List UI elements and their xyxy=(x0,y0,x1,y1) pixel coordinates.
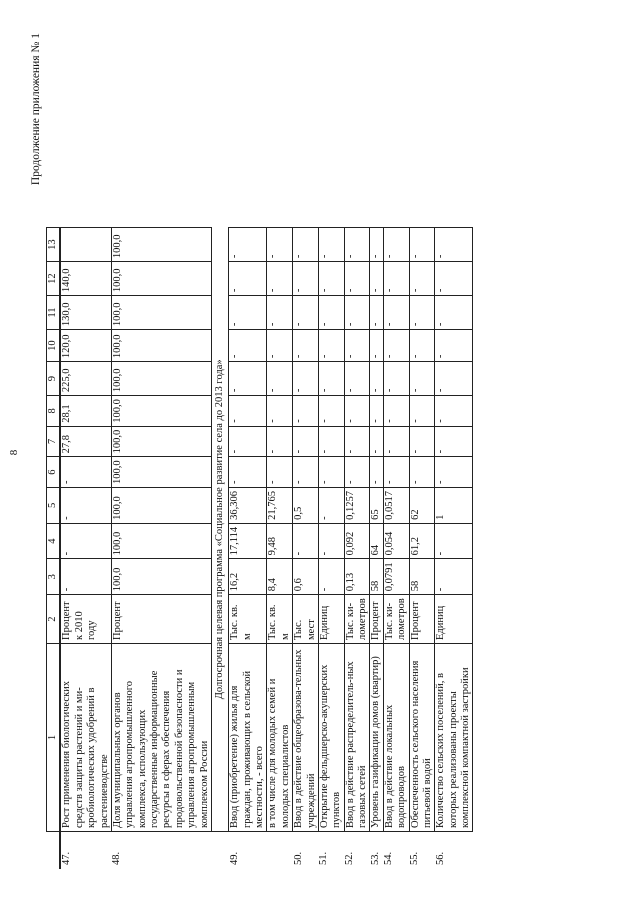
value-cell: - xyxy=(383,396,409,427)
value-cell: - xyxy=(344,228,370,262)
table-row xyxy=(409,228,435,869)
table-row xyxy=(370,228,383,869)
table-row xyxy=(318,228,344,869)
value-cell: 9,48 xyxy=(267,523,293,559)
value-cell: - xyxy=(229,362,267,396)
header-cell: 6 xyxy=(47,457,61,488)
row-number: 49. xyxy=(229,832,267,870)
value-cell: - xyxy=(409,228,435,262)
table-row xyxy=(60,228,111,869)
value-cell: - xyxy=(267,296,293,330)
value-cell: 0,5 xyxy=(293,487,319,523)
value-cell: 17,114 xyxy=(229,523,267,559)
value-cell: 130,0 xyxy=(60,296,111,330)
indicator-name: Ввод в действие локальных водопроводов xyxy=(383,644,409,832)
value-cell: - xyxy=(370,457,383,488)
value-cell: - xyxy=(344,426,370,457)
unit-cell: Процент xyxy=(111,595,211,644)
value-cell: - xyxy=(229,330,267,362)
header-cell: 5 xyxy=(47,487,61,523)
value-cell: 1 xyxy=(435,487,473,523)
value-cell: - xyxy=(383,330,409,362)
value-cell: 100,0 xyxy=(111,559,211,595)
value-cell: - xyxy=(435,296,473,330)
value-cell: - xyxy=(293,362,319,396)
value-cell: 16,2 xyxy=(229,559,267,595)
value-cell: 100,0 xyxy=(111,457,211,488)
value-cell: - xyxy=(60,457,111,488)
header-cell: 9 xyxy=(47,362,61,396)
value-cell: 27,8 xyxy=(60,426,111,457)
value-cell: - xyxy=(409,262,435,296)
value-cell: - xyxy=(344,330,370,362)
value-cell: - xyxy=(229,228,267,262)
value-cell: 58 xyxy=(370,559,383,595)
value-cell: - xyxy=(344,362,370,396)
value-cell: - xyxy=(344,296,370,330)
value-cell xyxy=(60,228,111,262)
indicator-name: Ввод в действие общеобразова-тельных учреждений xyxy=(293,644,319,832)
value-cell: - xyxy=(318,262,344,296)
row-number: 50. xyxy=(293,832,319,870)
value-cell: - xyxy=(409,426,435,457)
value-cell: - xyxy=(318,296,344,330)
value-cell: - xyxy=(293,262,319,296)
unit-cell: Тыс. ки-лометров xyxy=(383,595,409,644)
value-cell: - xyxy=(267,396,293,427)
value-cell: 0,1257 xyxy=(344,487,370,523)
unit-cell: Единиц xyxy=(435,595,473,644)
value-cell: - xyxy=(60,487,111,523)
value-cell: 8,4 xyxy=(267,559,293,595)
value-cell: - xyxy=(383,457,409,488)
value-cell: - xyxy=(344,262,370,296)
value-cell: 0,054 xyxy=(383,523,409,559)
value-cell: 225,0 xyxy=(60,362,111,396)
section-title: Долгосрочная целевая программа «Социальное развитие села до 2013 года» xyxy=(211,228,228,832)
value-cell: 100,0 xyxy=(111,487,211,523)
value-cell: - xyxy=(435,228,473,262)
value-cell: - xyxy=(318,228,344,262)
unit-cell: Тыс. кв. м xyxy=(267,595,293,644)
value-cell: - xyxy=(318,523,344,559)
unit-cell: Единиц xyxy=(318,595,344,644)
header-cell: 10 xyxy=(47,330,61,362)
value-cell: - xyxy=(293,523,319,559)
value-cell: - xyxy=(267,262,293,296)
value-cell: - xyxy=(293,296,319,330)
value-cell: - xyxy=(409,296,435,330)
unit-cell: Тыс. мест xyxy=(293,595,319,644)
value-cell: - xyxy=(229,457,267,488)
value-cell: - xyxy=(383,362,409,396)
value-cell: 100,0 xyxy=(111,330,211,362)
value-cell: 100,0 xyxy=(111,262,211,296)
indicator-name: Рост применения биологических средств защиты растений и ми-кробиологических удобрений в растениеводстве xyxy=(60,644,111,832)
value-cell: - xyxy=(370,362,383,396)
continuation-note: Продолжение приложения № 1 xyxy=(30,33,42,186)
table-row xyxy=(267,228,293,869)
header-cell: 1 xyxy=(47,644,61,832)
value-cell: - xyxy=(293,396,319,427)
value-cell: - xyxy=(267,330,293,362)
value-cell: 0,6 xyxy=(293,559,319,595)
header-cell xyxy=(47,832,61,870)
value-cell: - xyxy=(293,426,319,457)
header-cell: 4 xyxy=(47,523,61,559)
value-cell: 0,13 xyxy=(344,559,370,595)
table-row xyxy=(435,228,473,869)
row-number: 55. xyxy=(409,832,435,870)
value-cell: 100,0 xyxy=(111,296,211,330)
value-cell: 120,0 xyxy=(60,330,111,362)
unit-cell: Процент к 2010 году xyxy=(60,595,111,644)
value-cell: - xyxy=(370,330,383,362)
value-cell: 36,306 xyxy=(229,487,267,523)
value-cell: 28,1 xyxy=(60,396,111,427)
indicator-name: в том числе для молодых семей и молодых специалистов xyxy=(267,644,293,832)
indicator-name: Обеспеченность сельского населения питьевой водой xyxy=(409,644,435,832)
value-cell: 100,0 xyxy=(111,362,211,396)
value-cell: - xyxy=(60,559,111,595)
value-cell: - xyxy=(60,523,111,559)
value-cell: - xyxy=(318,559,344,595)
table-row xyxy=(111,228,211,869)
value-cell: - xyxy=(229,396,267,427)
value-cell: - xyxy=(435,457,473,488)
value-cell: - xyxy=(409,330,435,362)
value-cell: - xyxy=(267,362,293,396)
value-cell: 58 xyxy=(409,559,435,595)
section-spacer xyxy=(211,832,228,870)
table-row xyxy=(344,228,370,869)
value-cell: - xyxy=(229,262,267,296)
value-cell: - xyxy=(293,228,319,262)
header-cell: 8 xyxy=(47,396,61,427)
page-number: 8 xyxy=(8,449,20,456)
value-cell: 64 xyxy=(370,523,383,559)
unit-cell: Тыс. ки-лометров xyxy=(344,595,370,644)
value-cell: - xyxy=(383,228,409,262)
header-cell: 2 xyxy=(47,595,61,644)
value-cell: - xyxy=(318,396,344,427)
value-cell: 0,0791 xyxy=(383,559,409,595)
indicator-name: Доля муниципальных органов управления агропромышленного комплекса, использующих государственные информационные ресурсы в сферах обеспечения продовольственной безопасности и управления агропромышленным комплексом России xyxy=(111,644,211,832)
row-number: 48. xyxy=(111,832,211,870)
header-cell: 12 xyxy=(47,262,61,296)
row-number: 54. xyxy=(383,832,409,870)
value-cell: - xyxy=(229,426,267,457)
value-cell: 62 xyxy=(409,487,435,523)
value-cell: - xyxy=(435,262,473,296)
value-cell: - xyxy=(370,296,383,330)
indicator-name: Уровень газификации домов (квартир) xyxy=(370,644,383,832)
value-cell: - xyxy=(344,396,370,427)
indicator-name: Количество сельских поселений, в которых реализованы проекты комплексной компактной застройки xyxy=(435,644,473,832)
value-cell: - xyxy=(318,330,344,362)
indicator-name: Ввод в действие распределитель-ных газовых сетей xyxy=(344,644,370,832)
value-cell: - xyxy=(318,426,344,457)
value-cell: - xyxy=(318,457,344,488)
value-cell: - xyxy=(370,228,383,262)
value-cell: - xyxy=(267,228,293,262)
value-cell: - xyxy=(267,457,293,488)
row-number: 53. xyxy=(370,832,383,870)
value-cell: - xyxy=(409,457,435,488)
table-row xyxy=(383,228,409,869)
table-row xyxy=(229,228,267,869)
header-cell: 3 xyxy=(47,559,61,595)
table-header-row xyxy=(47,228,61,869)
indicator-name: Ввод (приобретение) жилья для граждан, проживающих в сельской местности, - всего xyxy=(229,644,267,832)
value-cell: 0,0517 xyxy=(383,487,409,523)
value-cell: - xyxy=(370,396,383,427)
value-cell: - xyxy=(370,426,383,457)
value-cell: 100,0 xyxy=(111,426,211,457)
value-cell: - xyxy=(383,262,409,296)
value-cell: 140,0 xyxy=(60,262,111,296)
value-cell: - xyxy=(318,487,344,523)
value-cell: - xyxy=(293,457,319,488)
value-cell: - xyxy=(267,426,293,457)
value-cell: - xyxy=(409,396,435,427)
row-number: 51. xyxy=(318,832,344,870)
value-cell: 100,0 xyxy=(111,228,211,262)
value-cell: - xyxy=(383,426,409,457)
value-cell: - xyxy=(435,559,473,595)
unit-cell: Процент xyxy=(370,595,383,644)
value-cell: - xyxy=(344,457,370,488)
value-cell: 0,092 xyxy=(344,523,370,559)
row-number xyxy=(267,832,293,870)
table-row xyxy=(293,228,319,869)
header-cell: 11 xyxy=(47,296,61,330)
unit-cell: Тыс. кв. м xyxy=(229,595,267,644)
value-cell: 61,2 xyxy=(409,523,435,559)
value-cell: - xyxy=(370,262,383,296)
value-cell: - xyxy=(318,362,344,396)
value-cell: - xyxy=(383,296,409,330)
value-cell: - xyxy=(409,362,435,396)
value-cell: - xyxy=(435,426,473,457)
indicators-table xyxy=(46,227,473,869)
value-cell: - xyxy=(435,362,473,396)
value-cell: - xyxy=(435,396,473,427)
row-number: 56. xyxy=(435,832,473,870)
row-number: 47. xyxy=(60,832,111,870)
value-cell: - xyxy=(229,296,267,330)
value-cell: 65 xyxy=(370,487,383,523)
value-cell: - xyxy=(293,330,319,362)
value-cell: - xyxy=(435,523,473,559)
header-cell: 13 xyxy=(47,228,61,262)
indicator-name: Открытие фельдшерско-акушерских пунктов xyxy=(318,644,344,832)
value-cell: - xyxy=(435,330,473,362)
value-cell: 21,765 xyxy=(267,487,293,523)
section-row xyxy=(211,228,228,869)
unit-cell: Процент xyxy=(409,595,435,644)
value-cell: 100,0 xyxy=(111,523,211,559)
row-number: 52. xyxy=(344,832,370,870)
header-cell: 7 xyxy=(47,426,61,457)
value-cell: 100,0 xyxy=(111,396,211,427)
